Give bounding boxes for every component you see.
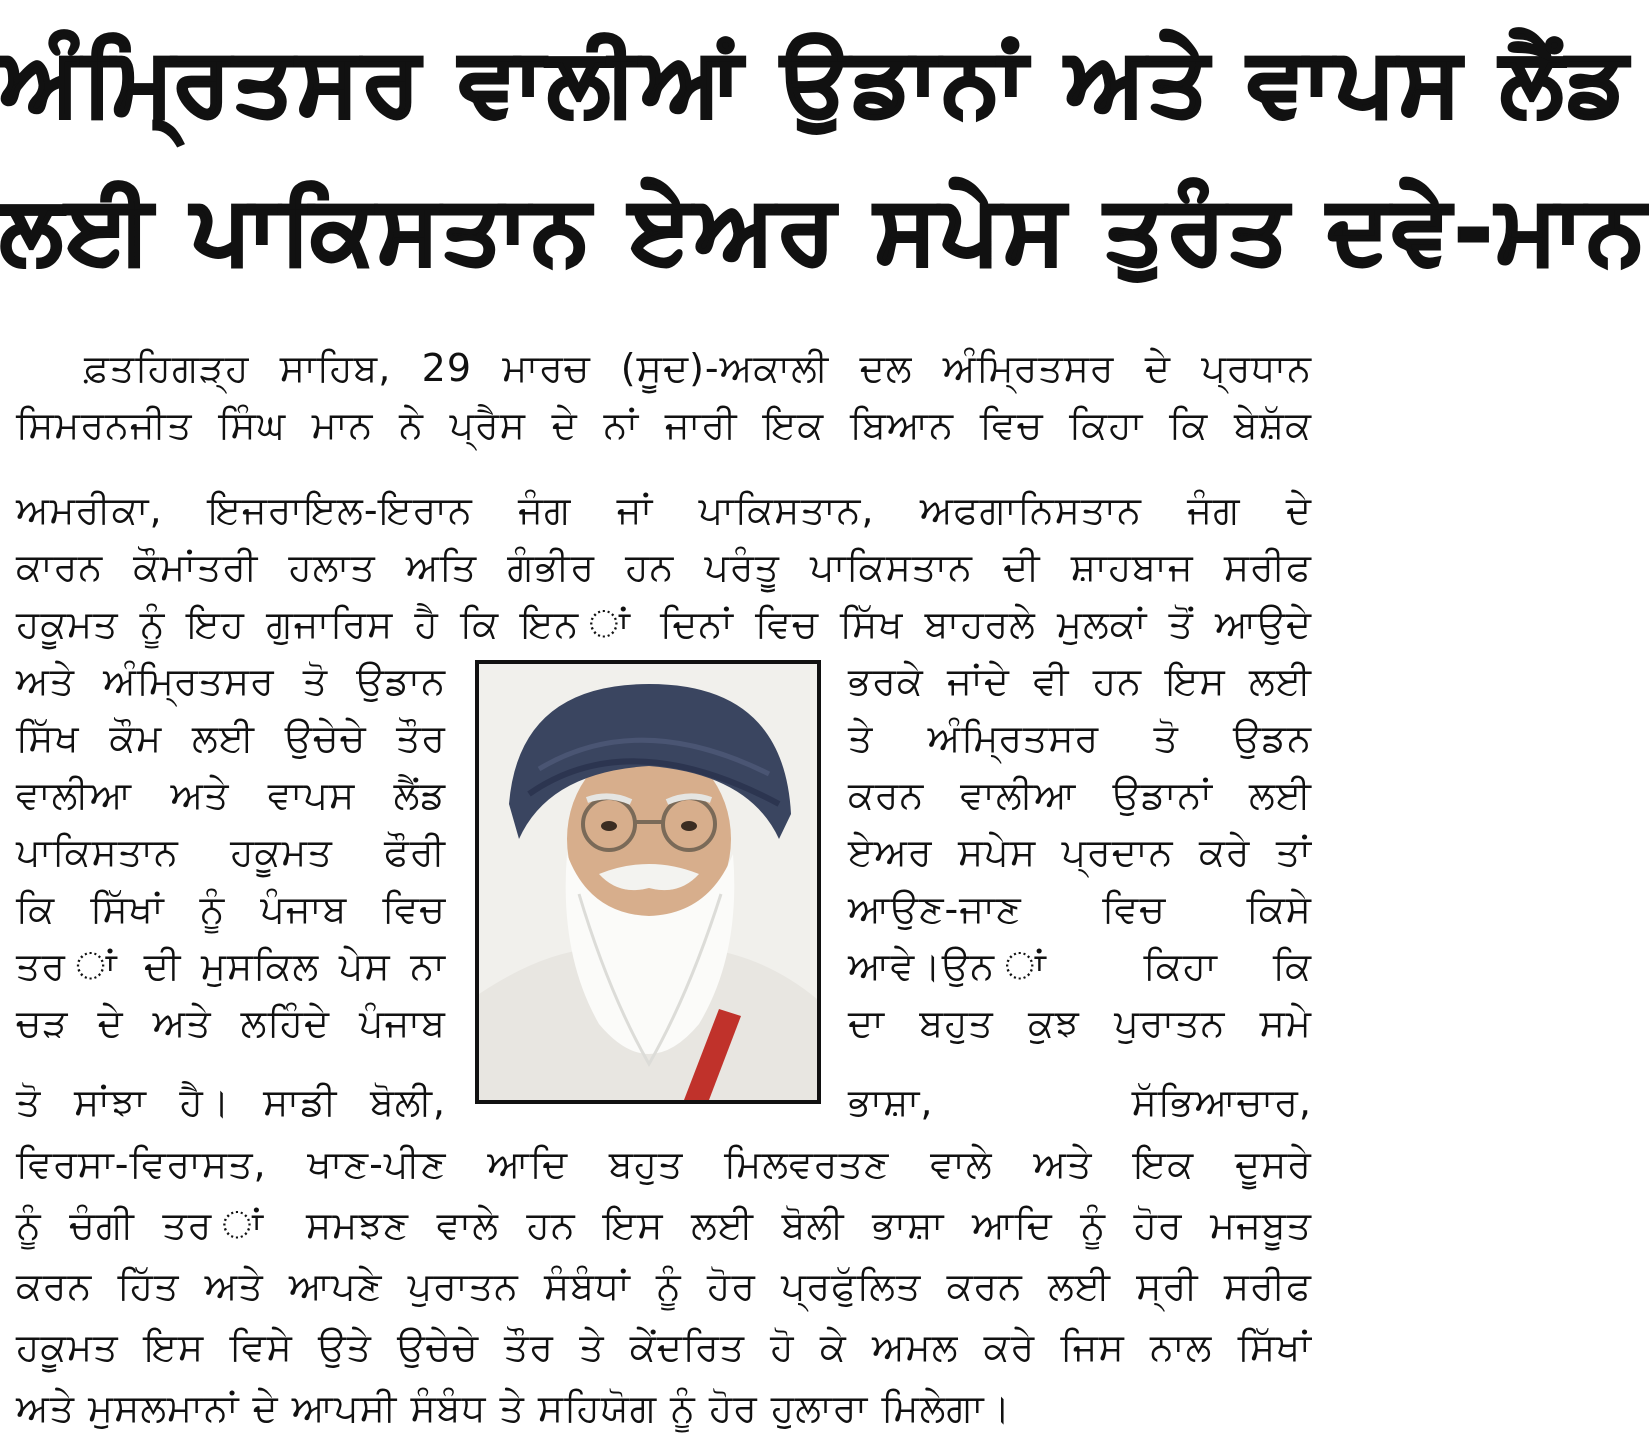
right-column-line: ਆਵੇ।ਉਨ ਾਂ ਕਿਹਾ ਕਿ xyxy=(848,944,1312,988)
right-column-line: ਦਾ ਬਹੁਤ ਕੁਝ ਪੁਰਾਤਨ ਸਮੇ xyxy=(848,1001,1312,1045)
right-column-line: ਆਉਣ-ਜਾਣ ਵਿਚ ਕਿਸੇ xyxy=(848,887,1312,931)
portrait-photo-icon xyxy=(479,664,817,1100)
article-line: ਅਮਰੀਕਾ, ਇਜਰਾਇਲ-ਇਰਾਨ ਜੰਗ ਜਾਂ ਪਾਕਿਸਤਾਨ, ਅਫਗਾਨਿਸਤਾਨ ਜੰਗ ਦੇ xyxy=(16,488,1312,532)
headline-line-2: ਲਈ ਪਾਕਿਸਤਾਨ ਏਅਰ ਸਪੇਸ ਤੁਰੰਤ ਦਵੇ-ਮਾਨ xyxy=(0,176,1649,283)
article-line: ਹਕੂਮਤ ਇਸ ਵਿਸੇ ਉਤੇ ਉਚੇਚੇ ਤੌਰ ਤੇ ਕੇਂਦਰਿਤ ਹੋ ਕੇ ਅਮਲ ਕਰੇ ਜਿਸ ਨਾਲ ਸਿੱਖਾਂ xyxy=(16,1325,1312,1369)
left-column-line: ਚੜ ਦੇ ਅਤੇ ਲਹਿੰਦੇ ਪੰਜਾਬ xyxy=(16,1001,446,1045)
article-line: ਸਿਮਰਨਜੀਤ ਸਿੰਘ ਮਾਨ ਨੇ ਪ੍ਰੈਸ ਦੇ ਨਾਂ ਜਾਰੀ ਇਕ ਬਿਆਨ ਵਿਚ ਕਿਹਾ ਕਿ ਬੇਸ਼ੱਕ xyxy=(16,403,1312,447)
portrait-photo xyxy=(475,660,821,1104)
right-column-line: ਭਰਕੇ ਜਾਂਦੇ ਵੀ ਹਨ ਇਸ ਲਈ xyxy=(848,659,1312,703)
left-column-line: ਅਤੇ ਅੰਮ੍ਰਿਤਸਰ ਤੋ ਉਡਾਨ xyxy=(16,659,446,703)
article-line: ਹਕੂਮਤ ਨੂੰ ਇਹ ਗੁਜਾਰਿਸ ਹੈ ਕਿ ਇਨ ਾਂ ਦਿਨਾਂ ਵਿਚ ਸਿੱਖ ਬਾਹਰਲੇ ਮੁਲਕਾਂ ਤੋਂ ਆਉਦੇ xyxy=(16,602,1312,646)
right-column-line: ਕਰਨ ਵਾਲੀਆ ਉਡਾਨਾਂ ਲਈ xyxy=(848,773,1312,817)
article-line: ਨੂੰ ਚੰਗੀ ਤਰ ਾਂ ਸਮਝਣ ਵਾਲੇ ਹਨ ਇਸ ਲਈ ਬੋਲੀ ਭਾਸ਼ਾ ਆਦਿ ਨੂੰ ਹੋਰ ਮਜਬੂਤ xyxy=(16,1203,1312,1247)
article-line: ਫ਼ਤਹਿਗੜ੍ਹ ਸਾਹਿਬ, 29 ਮਾਰਚ (ਸੂਦ)-ਅਕਾਲੀ ਦਲ ਅੰਮ੍ਰਿਤਸਰ ਦੇ ਪ੍ਰਧਾਨ xyxy=(84,346,1312,390)
right-column-line: ਏਅਰ ਸਪੇਸ ਪ੍ਰਦਾਨ ਕਰੇ ਤਾਂ xyxy=(848,830,1312,874)
left-column-line: ਤੋ ਸਾਂਝਾ ਹੈ। ਸਾਡੀ ਬੋਲੀ, xyxy=(16,1080,446,1124)
left-column-line: ਸਿੱਖ ਕੌਮ ਲਈ ਉਚੇਚੇ ਤੌਰ xyxy=(16,716,446,760)
article-line: ਵਿਰਸਾ-ਵਿਰਾਸਤ, ਖਾਣ-ਪੀਣ ਆਦਿ ਬਹੁਤ ਮਿਲਵਰਤਣ ਵਾਲੇ ਅਤੇ ਇਕ ਦੂਸਰੇ xyxy=(16,1142,1312,1186)
article-line: ਅਤੇ ਮੁਸਲਮਾਨਾਂ ਦੇ ਆਪਸੀ ਸੰਬੰਧ ਤੇ ਸਹਿਯੋਗ ਨੂੰ ਹੋਰ ਹੁਲਾਰਾ ਮਿਲੇਗਾ। xyxy=(16,1386,1012,1430)
left-column-line: ਵਾਲੀਆ ਅਤੇ ਵਾਪਸ ਲੈਂਡ xyxy=(16,773,446,817)
right-column-line: ਭਾਸ਼ਾ, ਸੱਭਿਆਚਾਰ, xyxy=(848,1080,1312,1124)
left-column-line: ਪਾਕਿਸਤਾਨ ਹਕੂਮਤ ਫੌਰੀ xyxy=(16,830,446,874)
right-column-line: ਤੇ ਅੰਮ੍ਰਿਤਸਰ ਤੋ ਉਡਨ xyxy=(848,716,1312,760)
article-line: ਕਾਰਨ ਕੌਮਾਂਤਰੀ ਹਲਾਤ ਅਤਿ ਗੰਭੀਰ ਹਨ ਪਰੰਤੂ ਪਾਕਿਸਤਾਨ ਦੀ ਸ਼ਾਹਬਾਜ ਸਰੀਫ xyxy=(16,545,1312,589)
left-column-line: ਕਿ ਸਿੱਖਾਂ ਨੂੰ ਪੰਜਾਬ ਵਿਚ xyxy=(16,887,446,931)
headline-line-1: ਅੰਮ੍ਰਿਤਸਰ ਵਾਲੀਆਂ ਉਡਾਨਾਂ ਅਤੇ ਵਾਪਸ ਲੈਂਡ xyxy=(0,28,1631,135)
article-line: ਕਰਨ ਹਿੱਤ ਅਤੇ ਆਪਣੇ ਪੁਰਾਤਨ ਸੰਬੰਧਾਂ ਨੂੰ ਹੋਰ ਪ੍ਰਫੁੱਲਿਤ ਕਰਨ ਲਈ ਸ੍ਰੀ ਸਰੀਫ xyxy=(16,1264,1312,1308)
left-column-line: ਤਰ ਾਂ ਦੀ ਮੁਸਕਿਲ ਪੇਸ ਨਾ xyxy=(16,944,446,988)
